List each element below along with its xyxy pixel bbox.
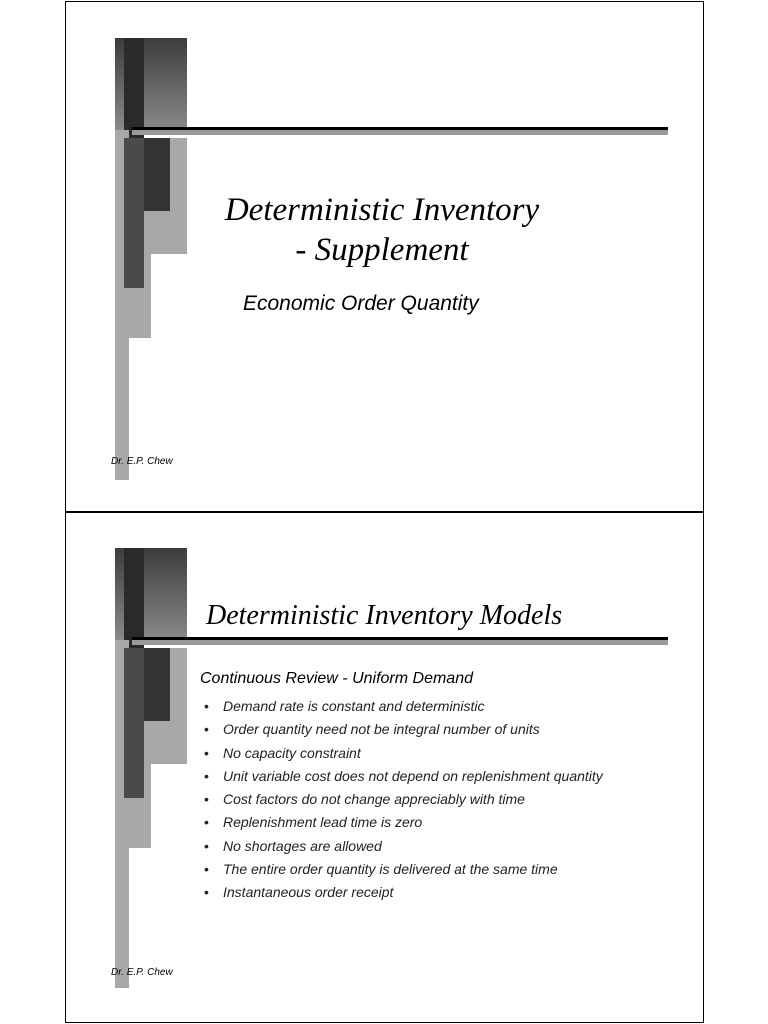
- bullet-glyph: •: [204, 791, 209, 808]
- title-line-2: - Supplement: [295, 232, 469, 268]
- slide-footer: Dr. E.P. Chew: [111, 967, 173, 978]
- slide-title: [197, 190, 567, 270]
- bullet-glyph: •: [204, 884, 209, 901]
- bullet-item: [202, 719, 622, 739]
- bullet-text: Demand rate is constant and deterministic: [223, 698, 485, 714]
- bullet-item: [202, 743, 622, 763]
- bullet-list: [202, 696, 622, 906]
- bullet-glyph: •: [204, 861, 209, 878]
- bullet-text: Unit variable cost does not depend on replenishment quantity: [223, 767, 603, 784]
- section-heading: Continuous Review - Uniform Demand: [200, 670, 473, 687]
- bullet-item: [202, 696, 622, 716]
- bullet-text: No capacity constraint: [223, 744, 361, 761]
- slide-title: Deterministic Inventory Models: [206, 600, 563, 631]
- bullet-text: Order quantity need not be integral number of units: [223, 721, 540, 738]
- bullet-item: [202, 766, 622, 786]
- bullet-item: [202, 812, 622, 832]
- title-rule-shadow: [132, 130, 668, 135]
- bullet-text: No shortages are allowed: [223, 837, 382, 854]
- bullet-item: [202, 859, 622, 879]
- slide-footer: Dr. E.P. Chew: [111, 456, 173, 467]
- bullet-text: Instantaneous order receipt: [223, 884, 394, 901]
- deco-bar-mid: [124, 648, 144, 798]
- bullet-item: [202, 882, 622, 902]
- bullet-glyph: •: [204, 698, 209, 714]
- slide-1: [65, 1, 704, 512]
- bullet-glyph: •: [204, 721, 209, 738]
- bullet-text: Replenishment lead time is zero: [223, 814, 423, 831]
- slide-2: [65, 512, 704, 1023]
- bullet-text: Cost factors do not change appreciably with time: [223, 791, 525, 808]
- slide-subtitle: Economic Order Quantity: [243, 292, 479, 315]
- bullet-glyph: •: [204, 814, 209, 831]
- deco-bar-mid: [124, 138, 144, 288]
- title-rule-shadow: [132, 640, 668, 645]
- bullet-glyph: •: [204, 744, 209, 761]
- bullet-glyph: •: [204, 767, 209, 784]
- title-line-1: Deterministic Inventory: [224, 192, 540, 228]
- bullet-item: [202, 789, 622, 809]
- bullet-item: [202, 836, 622, 856]
- bullet-text: The entire order quantity is delivered at the same time: [223, 861, 558, 878]
- bullet-glyph: •: [204, 837, 209, 854]
